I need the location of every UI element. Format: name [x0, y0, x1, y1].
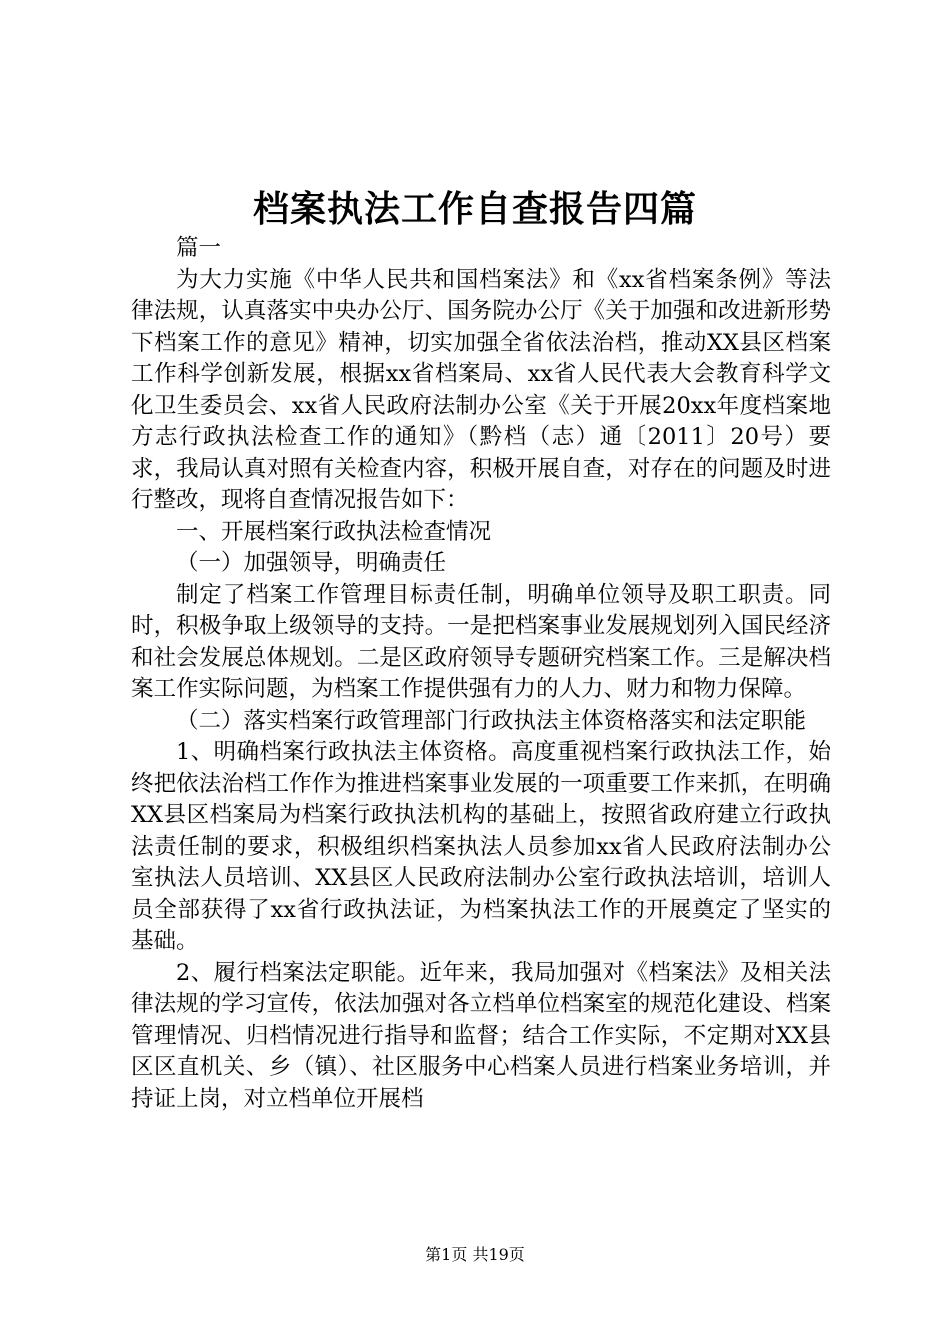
- subsection-heading: （二）落实档案行政管理部门行政执法主体资格落实和法定职能: [176, 707, 807, 734]
- body-paragraph: 1、明确档案行政执法主体资格。高度重视档案行政执法工作，始终把依法治档工作作为推进档案事业发展的一项重要工作来抓，在明确XX县区档案局为档案行政执法机构的基础上，按照省政府建立行政执法责任制的要求，积极组织档案执法人员参加xx省人民政府法制办公室执法人员培训、XX县区人民政府法制办公室行政执法培训，培训人员全部获得了xx省行政执法证，为档案执法工作的开展奠定了坚实的基础。: [131, 739, 831, 954]
- document-body: [131, 233, 831, 1115]
- body-paragraph: 制定了档案工作管理目标责任制，明确单位领导及职工职责。同时，积极争取上级领导的支持。一是把档案事业发展规划列入国民经济和社会发展总体规划。二是区政府领导专题研究档案工作。三是解决档案工作实际问题，为档案工作提供强有力的人力、财力和物力保障。: [131, 581, 831, 702]
- section-label: 篇一: [176, 235, 222, 261]
- body-paragraph: 为大力实施《中华人民共和国档案法》和《xx省档案条例》等法律法规，认真落实中央办公厅、国务院办公厅《关于加强和改进新形势下档案工作的意见》精神，切实加强全省依法治档，推动XX县区档案工作科学创新发展，根据xx省档案局、xx省人民代表大会教育科学文化卫生委员会、xx省人民政府法制办公室《关于开展20xx年度档案地方志行政执法检查工作的通知》（黔档（志）通〔2011〕20号）要求，我局认真对照有关检查内容，积极开展自查，对存在的问题及时进行整改，现将自查情况报告如下：: [131, 266, 831, 513]
- subsection-heading: （一）加强领导，明确责任: [176, 550, 447, 576]
- body-paragraph: 2、履行档案法定职能。近年来，我局加强对《档案法》及相关法律法规的学习宣传，依法加强对各立档单位档案室的规范化建设、档案管理情况、归档情况进行指导和监督；结合工作实际，不定期对XX县区区直机关、乡（镇）、社区服务中心档案人员进行档案业务培训，并持证上岗，对立档单位开展档: [131, 959, 831, 1112]
- page-footer: 第1页 共19页: [425, 1245, 525, 1264]
- section-heading: 一、开展档案行政执法检查情况: [176, 518, 492, 545]
- document-title: 档案执法工作自查报告四篇: [252, 188, 697, 230]
